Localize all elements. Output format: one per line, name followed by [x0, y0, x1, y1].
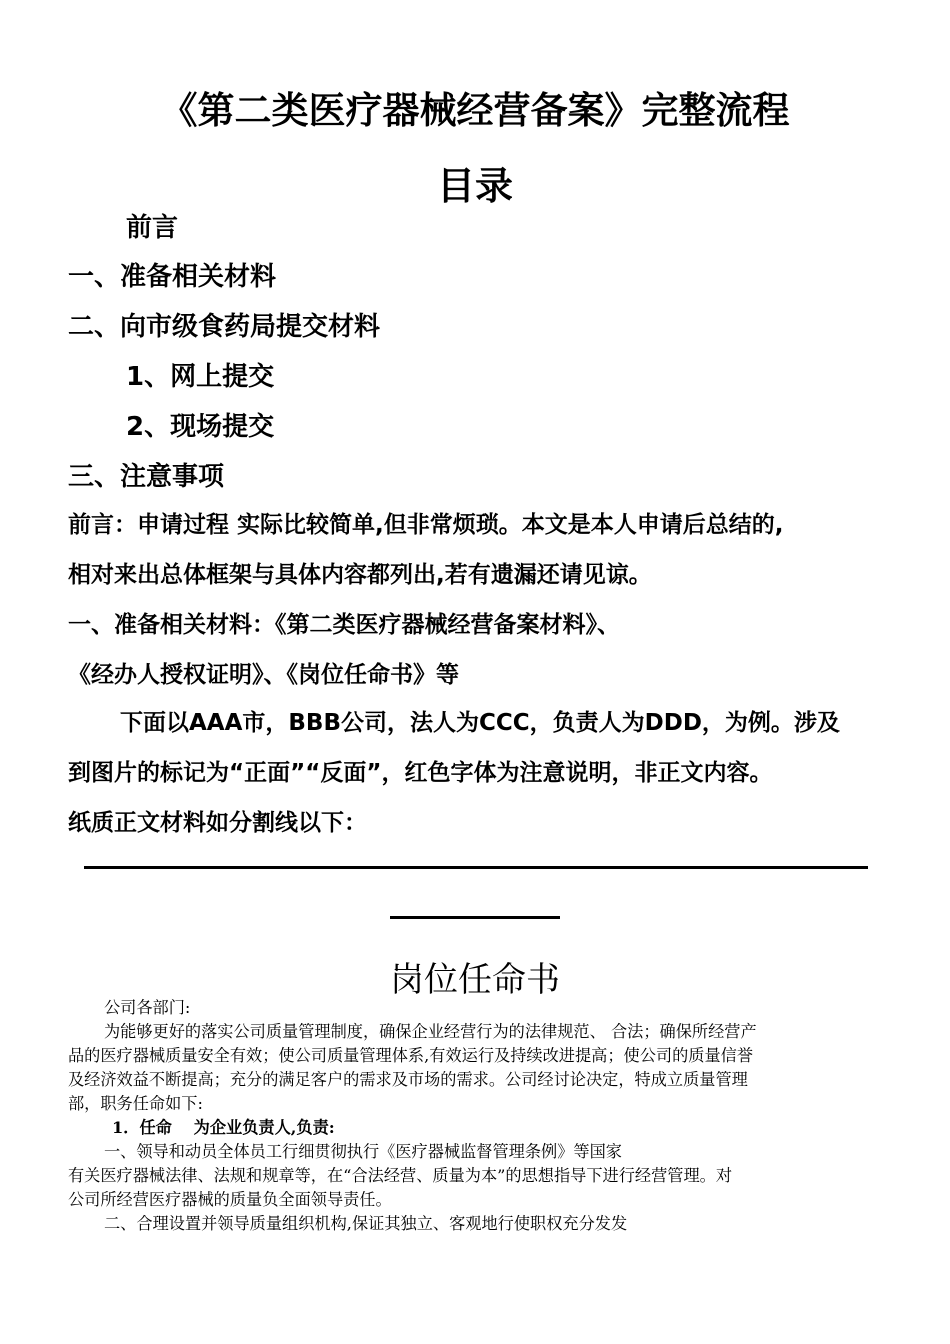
appointment-body — [68, 996, 888, 1236]
appointment-line: 部，职务任命如下: — [68, 1094, 203, 1113]
appointment-title: 岗位任命书 — [390, 960, 560, 1000]
appointment-line: 1．任命 为企业负责人,负责: — [112, 1118, 335, 1137]
document-title: 《第二类医疗器械经营备案》完整流程 — [160, 89, 790, 132]
appointment-line: 公司各部门: — [104, 998, 191, 1017]
section-1-paragraph — [68, 600, 888, 700]
appointment-line: 有关医疗器械法律、法规和规章等，在“合法经营、质量为本”的思想指导下进行经营管理。对 — [68, 1166, 733, 1185]
example-paragraph — [68, 698, 888, 848]
toc-item-onsite: 2、现场提交 — [126, 412, 275, 442]
section-1-line: 《经办人授权证明》、《岗位任命书》等 — [68, 662, 459, 688]
appointment-line: 一、领导和动员全体员工行细贯彻执行《医疗器械监督管理条例》等国家 — [104, 1142, 622, 1161]
toc-heading: 目录 — [436, 164, 513, 208]
separator-line — [84, 866, 868, 869]
toc-item-section-2: 二、向市级食药局提交材料 — [68, 312, 381, 342]
preface-paragraph — [68, 500, 888, 600]
section-1-line: 一、准备相关材料：《第二类医疗器械经营备案材料》、 — [68, 612, 620, 638]
example-line: 下面以AAA市，BBB公司，法人为CCC，负责人为DDD，为例。涉及 — [120, 710, 840, 736]
separator-line-short — [390, 916, 560, 919]
appointment-line: 及经济效益不断提高；充分的满足客户的需求及市场的需求。公司经讨论决定，特成立质量管理 — [68, 1070, 748, 1089]
appointment-line: 二、合理设置并领导质量组织机构,保证其独立、客观地行使职权充分发发 — [104, 1214, 628, 1233]
appointment-line: 公司所经营医疗器械的质量负全面领导责任。 — [68, 1190, 392, 1209]
preface-line: 前言：申请过程 实际比较简单,但非常烦琐。本文是本人申请后总结的, — [68, 512, 784, 538]
toc-item-section-1: 一、准备相关材料 — [68, 262, 277, 292]
appointment-line: 品的医疗器械质量安全有效；使公司质量管理体系,有效运行及持续改进提高；使公司的质量信誉 — [68, 1046, 754, 1065]
toc-item-preface: 前言 — [126, 213, 179, 243]
example-line: 到图片的标记为“正面”“反面”，红色字体为注意说明，非正文内容。 — [68, 760, 773, 786]
preface-line: 相对来出总体框架与具体内容都列出,若有遗漏还请见谅。 — [68, 562, 652, 588]
toc-item-online: 1、网上提交 — [126, 362, 275, 392]
example-line: 纸质正文材料如分割线以下： — [68, 810, 367, 836]
toc-item-section-3: 三、注意事项 — [68, 462, 225, 492]
appointment-line: 为能够更好的落实公司质量管理制度，确保企业经营行为的法律规范、 合法；确保所经营产 — [104, 1022, 757, 1041]
